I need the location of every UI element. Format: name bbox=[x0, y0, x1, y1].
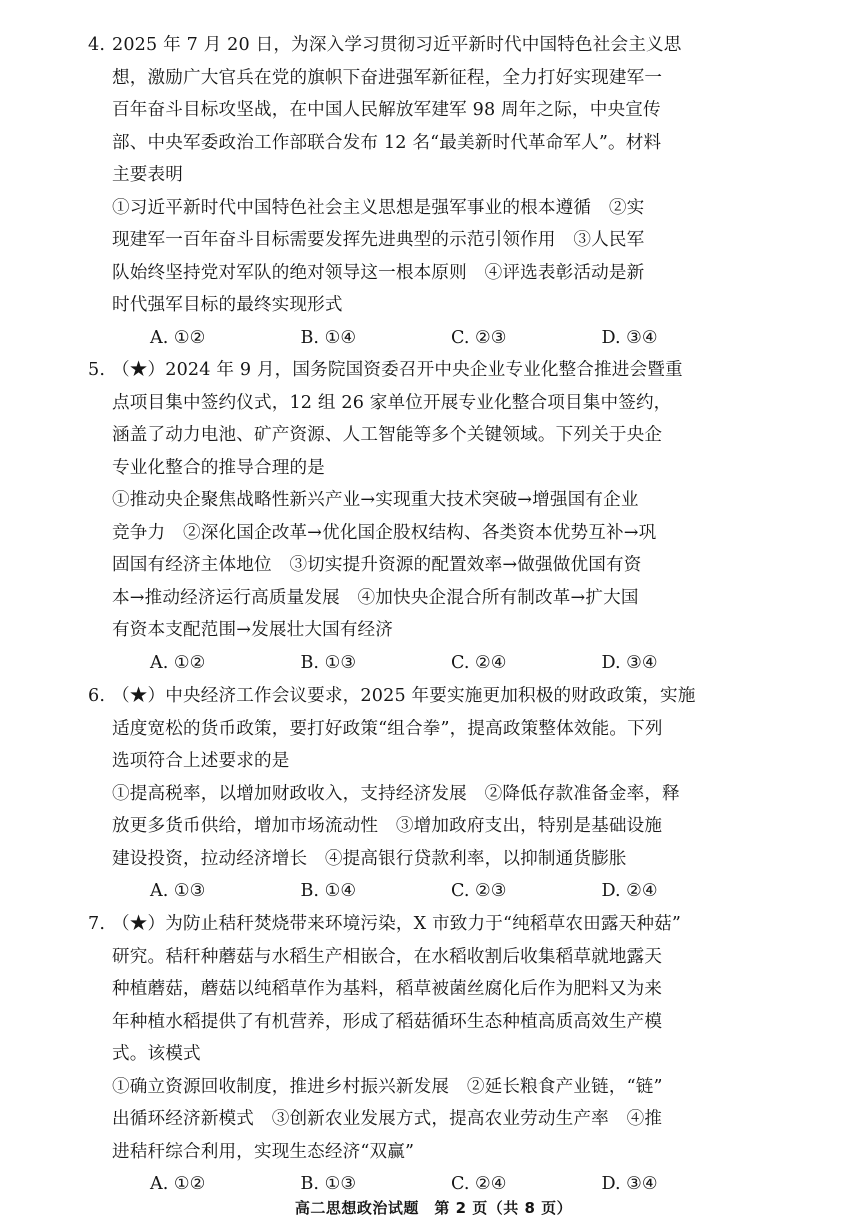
option-statement-line: ①习近平新时代中国特色社会主义思想是强军事业的根本遵循 ②实 bbox=[112, 197, 645, 218]
option-statement-line: 竞争力 ②深化国企改革→优化国企股权结构、各类资本优势互补→巩 bbox=[112, 522, 657, 543]
question-stem-text: （★）为防止秸秆焚烧带来环境污染，X 市致力于“纯稻草农田露天种菇” bbox=[112, 914, 682, 934]
question-7 bbox=[88, 908, 752, 1201]
question-stem-line: 研究。秸秆种蘑菇与水稻生产相嵌合，在水稻收割后收集稻草就地露天 bbox=[112, 946, 663, 967]
option-statement-line: 有资本支配范围→发展壮大国有经济 bbox=[112, 620, 394, 640]
question-stem-text: （★）中央经济工作会议要求，2025 年要实施更加积极的财政政策，实施 bbox=[112, 686, 696, 706]
choice-b: B. ①③ bbox=[300, 652, 357, 673]
choice-b: B. ①④ bbox=[300, 881, 357, 901]
question-stem-line: 种植蘑菇，蘑菇以纯稻草作为基料，稻草被菌丝腐化后作为肥料又为来 bbox=[112, 979, 663, 999]
choice-b: B. ①④ bbox=[300, 327, 357, 348]
answer-choices bbox=[112, 647, 752, 680]
question-number: 6. bbox=[88, 686, 106, 706]
answer-choices bbox=[112, 322, 752, 355]
page-footer: 高二思想政治试题 第 2 页（共 8 页） bbox=[294, 1199, 573, 1217]
option-statement-line: 固国有经济主体地位 ③切实提升资源的配置效率→做强做优国有资 bbox=[112, 555, 642, 575]
question-stem-line bbox=[88, 680, 752, 713]
question-stem-line: 部、中央军委政治工作部联合发布 12 名“最美新时代革命军人”。材料 bbox=[112, 132, 662, 153]
option-statement-line: 时代强军目标的最终实现形式 bbox=[112, 295, 343, 315]
question-number: 5. bbox=[88, 360, 106, 380]
option-statement-line: ①提高税率，以增加财政收入，支持经济发展 ②降低存款准备金率，释 bbox=[112, 783, 680, 804]
choice-d: D. ③④ bbox=[601, 327, 658, 348]
choice-b: B. ①③ bbox=[300, 1174, 357, 1194]
answer-choices bbox=[112, 1168, 752, 1201]
option-statement-line: 本→推动经济运行高质量发展 ④加快央企混合所有制改革→扩大国 bbox=[112, 587, 639, 608]
option-statement-line: 建设投资，拉动经济增长 ④提高银行贷款利率，以抑制通货膨胀 bbox=[112, 848, 627, 869]
choice-c: C. ②④ bbox=[451, 652, 507, 673]
choice-c: C. ②④ bbox=[451, 1174, 507, 1194]
answer-choices bbox=[112, 875, 752, 908]
choice-d: D. ③④ bbox=[601, 1174, 658, 1194]
option-statement-line: 进秸秆综合利用，实现生态经济“双赢” bbox=[112, 1141, 415, 1162]
question-stem-line bbox=[88, 29, 752, 62]
question-number: 7. bbox=[88, 914, 106, 934]
option-statement-line: 队始终坚持党对军队的绝对领导这一根本原则 ④评选表彰活动是新 bbox=[112, 262, 645, 283]
choice-d: D. ②④ bbox=[601, 881, 658, 901]
question-stem-line: 专业化整合的推导合理的是 bbox=[112, 457, 325, 478]
question-stem-line: 适度宽松的货币政策，要打好政策“组合拳”，提高政策整体效能。下列 bbox=[112, 718, 663, 739]
question-stem-line: 百年奋斗目标攻坚战，在中国人民解放军建军 98 周年之际，中央宣传 bbox=[112, 100, 661, 120]
choice-c: C. ②③ bbox=[451, 327, 507, 348]
choice-d: D. ③④ bbox=[601, 652, 658, 673]
question-stem-line: 点项目集中签约仪式，12 组 26 家单位开展专业化整合项目集中签约， bbox=[112, 392, 672, 413]
question-stem-line: 年种植水稻提供了有机营养，形成了稻菇循环生态种植高质高效生产模 bbox=[112, 1011, 663, 1032]
question-stem-line: 式。该模式 bbox=[112, 1044, 201, 1064]
question-stem-text: 2025 年 7 月 20 日，为深入学习贯彻习近平新时代中国特色社会主义思 bbox=[112, 35, 682, 55]
question-stem-line: 想，激励广大官兵在党的旗帜下奋进强军新征程，全力打好实现建军一 bbox=[112, 67, 663, 88]
question-stem-line: 涵盖了动力电池、矿产资源、人工智能等多个关键领域。下列关于央企 bbox=[112, 425, 663, 445]
choice-a: A. ①② bbox=[150, 1174, 206, 1194]
question-5 bbox=[88, 354, 752, 679]
option-statement-line: 出循环经济新模式 ③创新农业发展方式，提高农业劳动生产率 ④推 bbox=[112, 1109, 663, 1129]
choice-a: A. ①③ bbox=[150, 881, 206, 901]
question-4 bbox=[88, 29, 752, 354]
option-statement-line: ①推动央企聚焦战略性新兴产业→实现重大技术突破→增强国有企业 bbox=[112, 490, 639, 510]
option-statement-line: ①确立资源回收制度，推进乡村振兴新发展 ②延长粮食产业链，“链” bbox=[112, 1076, 663, 1097]
question-stem-line bbox=[88, 354, 752, 387]
question-6 bbox=[88, 680, 752, 908]
choice-c: C. ②③ bbox=[451, 881, 507, 901]
question-number: 4. bbox=[88, 35, 106, 55]
question-stem-text: （★）2024 年 9 月，国务院国资委召开中央企业专业化整合推进会暨重 bbox=[112, 360, 683, 380]
choice-a: A. ①② bbox=[150, 327, 206, 348]
question-stem-line: 主要表明 bbox=[112, 165, 183, 185]
option-statement-line: 放更多货币供给，增加市场流动性 ③增加政府支出，特别是基础设施 bbox=[112, 816, 663, 836]
question-stem-line bbox=[88, 908, 752, 941]
choice-a: A. ①② bbox=[150, 652, 206, 673]
question-stem-line: 选项符合上述要求的是 bbox=[112, 751, 290, 771]
option-statement-line: 现建军一百年奋斗目标需要发挥先进典型的示范引领作用 ③人民军 bbox=[112, 230, 645, 250]
